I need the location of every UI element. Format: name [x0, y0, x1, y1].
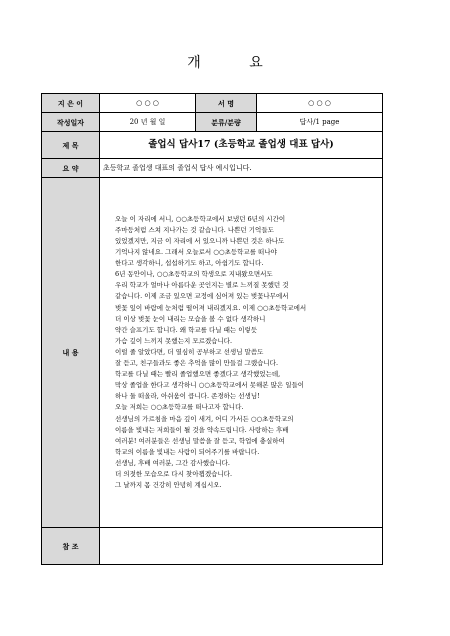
- content-row: [42, 178, 383, 528]
- content-line: 더 의젓한 모습으로 다시 찾아뵙겠습니다.: [115, 469, 233, 478]
- summary-value: 초등학교 졸업생 대표의 졸업식 답사 예시입니다.: [100, 159, 383, 178]
- content-line: 6년 동안이나, ○○초등학교의 학생으로 지내왔으면서도: [115, 270, 273, 279]
- content-line: 선생님, 후배 여러분, 그간 감사했습니다.: [115, 458, 230, 467]
- subject-row: [42, 132, 383, 159]
- category-value: 답사/1 page: [257, 113, 383, 132]
- author-label: 지 은 이: [42, 94, 100, 113]
- content-line: 잘 듣고, 친구들과도 좋은 추억을 많이 만들걸 그랬습니다.: [115, 359, 279, 368]
- date-value: 20 년 월 일: [100, 113, 196, 132]
- content-label: 내 용: [42, 178, 100, 528]
- content-line: 우리 학교가 얼마나 아름다운 곳인지는 별로 느끼질 못했던 것: [115, 281, 289, 290]
- content-line: 여러분! 여러분들은 선생님 말씀을 잘 듣고, 학업에 충실하여: [115, 436, 285, 445]
- reference-label: 참 조: [42, 528, 100, 565]
- content-line: 가슴 깊이 느끼지 못했는지 모르겠습니다.: [115, 336, 233, 345]
- content-line: 약간 슬프기도 합니다. 왜 학교를 다닐 때는 이렇듯: [115, 325, 258, 334]
- content-line: 벚꽃 잎이 바람에 눈처럼 떨어져 내리겠지요. 이제 ○○초등학교에서: [115, 303, 307, 312]
- content-line: 있었겠지만, 지금 이 자리에 서 있으니까 나쁜던 것은 하나도: [115, 237, 285, 246]
- content-line: 같습니다. 이제 조금 있으면 교정에 심어져 있는 벚꽃나무에서: [115, 292, 289, 301]
- author-row: [42, 94, 383, 113]
- content-line: 이럴 줄 알았다면, 더 열심히 공부하고 선생님 말씀도: [115, 347, 264, 356]
- document-title: 개 요: [187, 55, 285, 71]
- summary-form-table: [41, 93, 383, 565]
- reference-row: [42, 528, 383, 565]
- content-line: 선생님의 가르침을 마음 깊이 새겨, 어디 가서든 ○○초등학교의: [115, 414, 294, 423]
- date-row: [42, 113, 383, 132]
- content-line: 이름을 빛내는 저희들이 될 것을 약속드립니다. 사랑하는 후배: [115, 425, 289, 434]
- content-text: [103, 210, 379, 495]
- content-value: [100, 178, 383, 528]
- content-line: 한다고 생각하니, 섭섭하기도 하고, 아쉽기도 합니다.: [115, 259, 264, 268]
- category-label: 분류/분량: [196, 113, 257, 132]
- content-line: 기억나지 않네요. 그래서 오늘로서 ○○초등학교를 떠나야: [115, 248, 277, 257]
- author-value: ○ ○ ○: [100, 94, 196, 113]
- date-label: 작성일자: [42, 113, 100, 132]
- summary-row: [42, 159, 383, 178]
- content-line: 오늘 이 자리에 서니, ○○초등학교에서 보냈던 6년의 시간이: [115, 214, 286, 223]
- content-line: 주마등처럼 스쳐 지나가는 것 같습니다. 나쁜던 기억들도: [115, 225, 274, 234]
- reference-value: [100, 528, 383, 565]
- subject-value: 졸업식 답사17 (초등학교 졸업생 대표 답사): [100, 132, 383, 159]
- summary-label: 요 약: [42, 159, 100, 178]
- content-line: 더 이상 벚꽃 눈이 내리는 모습을 볼 수 없다 생각하니: [115, 314, 266, 323]
- content-line: 오늘 저희는 ○○초등학교를 떠나고자 합니다.: [115, 403, 244, 412]
- subject-label: 제 목: [42, 132, 100, 159]
- content-line: 하나 둘 떠올라, 아쉬움이 큽니다. 존경하는 선생님!: [115, 392, 260, 401]
- content-line: 학교의 이름을 빛내는 사람이 되어주기를 바랍니다.: [115, 447, 260, 456]
- content-line: 그 날까지 몸 건강히 안녕히 계십시오.: [115, 481, 222, 490]
- reader-label: 서 명: [196, 94, 257, 113]
- content-line: 막상 졸업을 한다고 생각하니 ○○초등학교에서 못해본 많은 일들이: [115, 381, 305, 390]
- reader-value: ○ ○ ○: [257, 94, 383, 113]
- content-line: 학교를 다닐 때는 빨리 졸업했으면 좋겠다고 생각했었는데,: [115, 370, 281, 379]
